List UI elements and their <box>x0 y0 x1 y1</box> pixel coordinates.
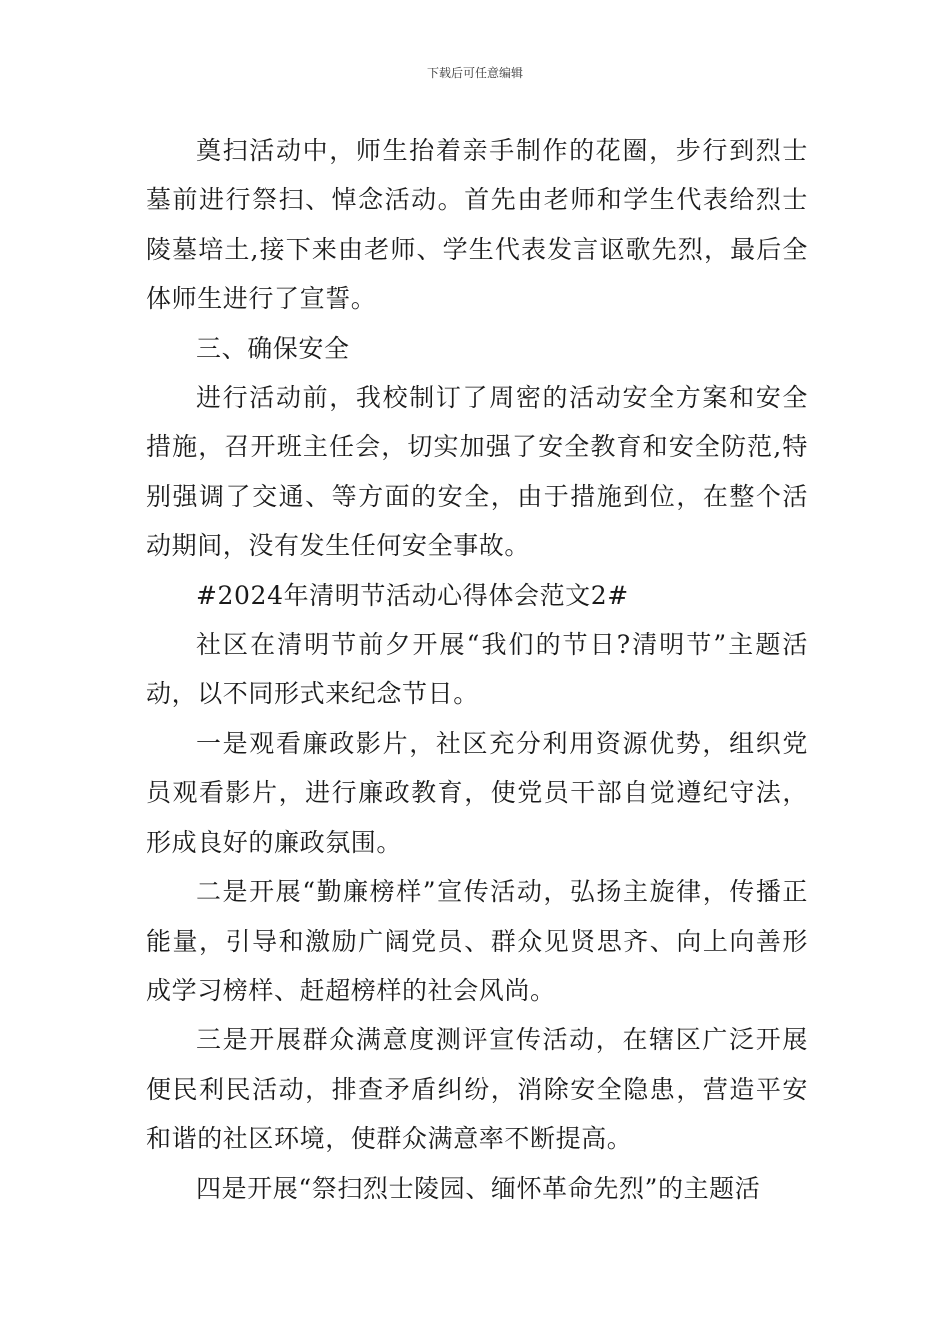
paragraph-item-four: 四是开展“祭扫烈士陵园、缅怀革命先烈”的主题活 <box>196 1173 761 1203</box>
section-heading-safety: 三、确保安全 <box>196 333 350 363</box>
paragraph-item-one: 一是观看廉政影片，社区充分利用资源优势，组织党员观看影片，进行廉政教育，使党员干部自觉遵纪守法，形成良好的廉政氛围。 <box>146 728 808 857</box>
paragraph-item-three: 三是开展群众满意度测评宣传活动，在辖区广泛开展便民利民活动，排查矛盾纠纷，消除安全隐患，营造平安和谐的社区环境，使群众满意率不断提高。 <box>146 1025 808 1154</box>
paragraph-safety-measures: 进行活动前，我校制订了周密的活动安全方案和安全措施，召开班主任会，切实加强了安全教育和安全防范,特别强调了交通、等方面的安全，由于措施到位，在整个活动期间，没有发生任何安全事故。 <box>146 383 808 561</box>
paragraph-memorial-activity: 奠扫活动中，师生抬着亲手制作的花圈，步行到烈士墓前进行祭扫、悼念活动。首先由老师和学生代表给烈士陵墓培土,接下来由老师、学生代表发言讴歌先烈，最后全体师生进行了宣誓。 <box>146 136 808 314</box>
document-body <box>146 126 808 1213</box>
page-header: 下载后可任意编辑 <box>426 66 523 80</box>
article-title-2: #2024年清明节活动心得体会范文2# <box>196 580 629 610</box>
paragraph-community-intro: 社区在清明节前夕开展“我们的节日?清明节”主题活动，以不同形式来纪念节日。 <box>146 630 808 709</box>
paragraph-item-two: 二是开展“勤廉榜样”宣传活动，弘扬主旋律，传播正能量，引导和激励广阔党员、群众见贤思齐、向上向善形成学习榜样、赶超榜样的社会风尚。 <box>146 877 808 1005</box>
